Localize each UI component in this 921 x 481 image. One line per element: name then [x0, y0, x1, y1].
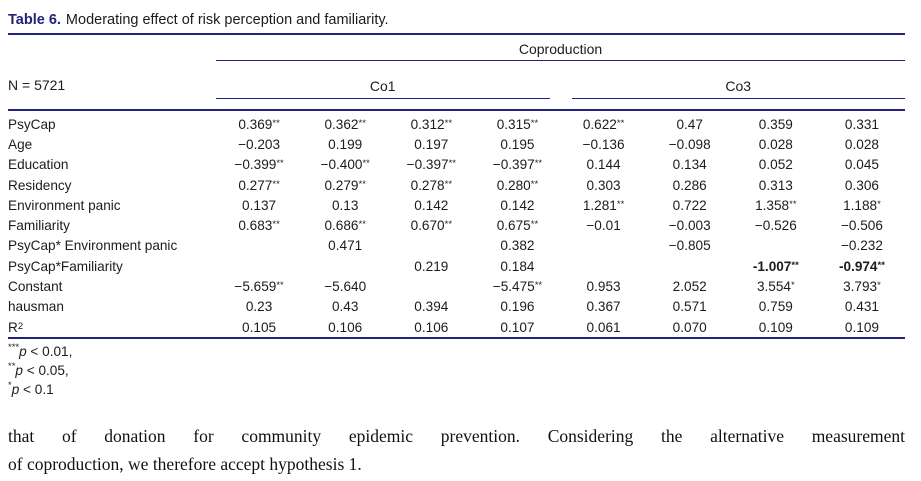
- table-cell: [561, 236, 647, 256]
- table-cell: 0.953: [586, 279, 621, 295]
- table-cell: −0.232: [840, 238, 883, 254]
- table-cell: 0.23: [245, 299, 273, 315]
- table-cell: 0.052: [758, 157, 793, 173]
- table-cell: 0.105: [242, 319, 277, 335]
- table-cell: 0.759: [758, 299, 793, 315]
- table-cell: 0.184: [500, 258, 535, 274]
- row-label: hausman: [8, 299, 64, 315]
- table-cell: 0.331: [844, 116, 879, 132]
- table-cell: 1.358 **: [755, 197, 797, 213]
- table-cell: 0.622 **: [582, 116, 625, 132]
- row-label: Environment panic: [8, 197, 121, 213]
- table-cell: [561, 256, 647, 276]
- table-cell: 0.683 **: [238, 218, 280, 234]
- table-cell: 0.13: [331, 197, 359, 213]
- row-label: Education: [8, 157, 69, 173]
- table-cell: 0.137: [242, 197, 277, 213]
- table-cell: [302, 256, 388, 276]
- table-cell: 0.367: [586, 299, 621, 315]
- footnote: *p < 0.1: [8, 380, 54, 398]
- table-cell: −0.506: [840, 218, 883, 234]
- paragraph-line: that of donation for community epidemic prevention. Considering the alternative measurement: [8, 426, 905, 447]
- table-cell: 2.052: [672, 279, 707, 295]
- table-cell: 0.286: [672, 177, 707, 193]
- table-cell: 0.471: [328, 238, 363, 254]
- row-label: PsyCap*Familiarity: [8, 258, 123, 274]
- significance-stars: *: [8, 380, 12, 392]
- row-label: PsyCap* Environment panic: [8, 238, 178, 254]
- table-cell: 0.109: [844, 319, 879, 335]
- column-group-coproduction: Coproduction: [216, 35, 905, 61]
- table-cell: [388, 236, 474, 256]
- table-cell: 0.369 **: [238, 116, 280, 132]
- table-cell: 0.279 **: [324, 177, 366, 193]
- table-cell: 0.106: [414, 319, 449, 335]
- table-cell: 0.571: [672, 299, 707, 315]
- results-table: [8, 35, 905, 337]
- table-cell: [647, 256, 733, 276]
- table-cell: 1.281 **: [582, 197, 625, 213]
- paragraph-line: of coproduction, we therefore accept hypothesis 1.: [8, 453, 362, 474]
- table-cell: 0.43: [331, 299, 359, 315]
- table-cell: 0.028: [844, 136, 879, 152]
- table-number: Table 6.: [8, 12, 61, 28]
- table-cell: 0.045: [844, 157, 879, 173]
- table-cell: −5.475 **: [492, 279, 543, 295]
- table-cell: 0.306: [844, 177, 879, 193]
- table-cell: 0.061: [586, 319, 621, 335]
- table-cell: 0.134: [672, 157, 707, 173]
- table-footnotes: [8, 339, 905, 399]
- table-cell: 0.675 **: [496, 218, 539, 234]
- significance-stars: ***: [8, 342, 20, 354]
- table-cell: 0.144: [586, 157, 621, 173]
- table-cell: 0.277 **: [238, 177, 280, 193]
- table-cell: −0.397 **: [492, 157, 543, 173]
- body-paragraph: [8, 423, 905, 478]
- row-label: R $^2$: [8, 319, 24, 335]
- row-label: PsyCap: [8, 116, 56, 132]
- header-divider: [8, 99, 905, 111]
- table-cell: 0.106: [328, 319, 363, 335]
- table-cell: −0.805: [668, 238, 711, 254]
- table-cell: 0.47: [676, 116, 703, 132]
- row-label: Familiarity: [8, 218, 70, 234]
- table-cell: [388, 276, 474, 296]
- table-cell: 0.670 **: [410, 218, 453, 234]
- row-label: Constant: [8, 279, 63, 295]
- table-cell: [733, 236, 819, 256]
- p-symbol: p: [19, 344, 27, 360]
- table-cell: 0.195: [500, 136, 535, 152]
- p-symbol: p: [15, 363, 23, 379]
- table-cell: 0.142: [414, 197, 449, 213]
- table-cell: -1.007 **: [752, 258, 799, 274]
- table-cell: 0.028: [758, 136, 793, 152]
- table-cell: −0.003: [668, 218, 711, 234]
- table-cell: 0.431: [844, 299, 879, 315]
- table-cell: 3.793 *: [843, 279, 881, 295]
- table-cell: 0.382: [500, 238, 535, 254]
- column-group-co3: Co3: [572, 61, 906, 99]
- table-cell: 0.362 **: [324, 116, 366, 132]
- table-cell: 0.196: [500, 299, 535, 315]
- table-cell: −0.01: [586, 218, 621, 234]
- table-cell: -0.974 **: [838, 258, 885, 274]
- table-cell: 0.312 **: [410, 116, 453, 132]
- table-caption-text: Moderating effect of risk perception and familiarity.: [65, 12, 389, 28]
- table-cell: 0.722: [672, 197, 707, 213]
- table-cell: 1.188 *: [843, 197, 881, 213]
- table-caption: [8, 6, 905, 33]
- table-cell: −0.203: [238, 136, 281, 152]
- table-cell: [216, 256, 302, 276]
- table-cell: −5.640: [324, 279, 367, 295]
- sample-size-label: N = 5721: [8, 77, 66, 93]
- p-symbol: p: [11, 382, 20, 398]
- table-cell: 0.394: [414, 299, 449, 315]
- table-cell: 0.280 **: [496, 177, 539, 193]
- table-cell: 0.197: [414, 136, 449, 152]
- table-cell: −0.400 **: [320, 157, 370, 173]
- row-label: Age: [8, 136, 33, 152]
- significance-stars: **: [8, 361, 16, 373]
- table-cell: 0.359: [758, 116, 793, 132]
- row-label: Residency: [8, 177, 72, 193]
- table-cell: 0.199: [328, 136, 363, 152]
- table-cell: 0.303: [586, 177, 621, 193]
- table-cell: [216, 236, 302, 256]
- table-cell: −5.659 **: [234, 279, 284, 295]
- footnote: ***p < 0.01,: [8, 342, 73, 360]
- table-cell: 0.219: [414, 258, 449, 274]
- table-cell: 0.315 **: [496, 116, 539, 132]
- table-cell: 0.109: [758, 319, 793, 335]
- table-cell: 0.278 **: [410, 177, 453, 193]
- table-cell: 3.554 *: [756, 279, 795, 295]
- table-cell: −0.136: [582, 136, 625, 152]
- table-cell: 0.142: [500, 197, 535, 213]
- table-cell: −0.098: [668, 136, 711, 152]
- table-cell: 0.686 **: [324, 218, 366, 234]
- column-group-co1: Co1: [216, 61, 550, 99]
- table-cell: 0.070: [672, 319, 707, 335]
- table-cell: 0.313: [758, 177, 793, 193]
- table-cell: −0.399 **: [234, 157, 284, 173]
- footnote: **p < 0.05,: [8, 361, 69, 379]
- table-cell: −0.526: [754, 218, 797, 234]
- table-cell: −0.397 **: [406, 157, 456, 173]
- table-cell: 0.107: [500, 319, 535, 335]
